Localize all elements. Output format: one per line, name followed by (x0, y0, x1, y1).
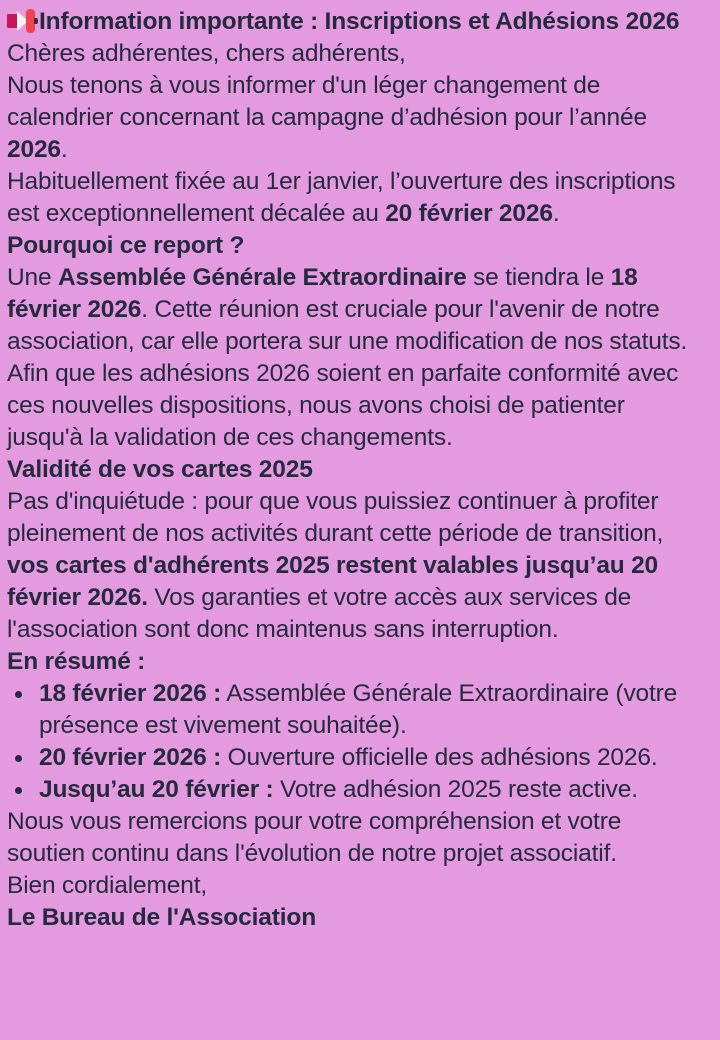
list-item (7, 742, 697, 774)
validity-text-1: Pas d'inquiétude : pour que vous puissiez continuer à profiter pleinement de nos activités durant cette période de transition, (7, 488, 664, 547)
why-text-2: se tiendra le (466, 264, 611, 291)
list-item-label: 18 février 2026 : (39, 680, 222, 707)
list-item (7, 774, 697, 806)
why-text-3: . Cette réunion est cruciale pour l'avenir de notre association, car elle portera sur une modification de nos statuts. Afin que les adhésions 2026 soient en parfaite conformité avec ces nouvelles dispositions, nous avons choisi de patienter jusqu'à la validation de ces changements. (7, 296, 688, 451)
intro-text-1: Nous tenons à vous informer d'un léger changement de calendrier concernant la campagne d’adhésion pour l’année (7, 72, 647, 131)
section-heading-summary: En résumé : (7, 648, 146, 675)
why-text-1: Une (7, 264, 58, 291)
salutation-line: Chères adhérentes, chers adhérents, (7, 40, 406, 67)
announcement-title-text: Information importante : Inscriptions et Adhésions 2026 (39, 8, 680, 35)
megaphone-icon (7, 9, 36, 33)
list-item-text: Votre adhésion 2025 reste active. (273, 776, 638, 803)
validity-bold-cards: vos cartes d'adhérents 2025 restent valables jusqu’au 20 février 2026. (7, 552, 659, 611)
schedule-text-2: . (552, 200, 560, 227)
schedule-bold-date: 20 février 2026 (385, 200, 553, 227)
list-item-label: 20 février 2026 : (39, 744, 222, 771)
bullet-dot-icon (15, 787, 22, 794)
signature-line: Le Bureau de l'Association (7, 904, 317, 931)
closing-thanks: Nous vous remercions pour votre compréhension et votre soutien continu dans l'évolution de notre projet associatif. (7, 808, 622, 867)
validity-text-2: Vos garanties et votre accès aux services de l'association sont donc maintenus sans interruption. (7, 584, 632, 643)
list-item-text: Ouverture officielle des adhésions 2026. (221, 744, 658, 771)
announcement-title (7, 6, 697, 38)
why-bold-date: 18 février 2026 (7, 264, 638, 323)
schedule-paragraph (7, 166, 697, 230)
closing-salutation: Bien cordialement, (7, 872, 208, 899)
section-heading-why: Pourquoi ce report ? (7, 232, 245, 259)
intro-paragraph (7, 70, 697, 166)
bullet-dot-icon (15, 691, 22, 698)
bullet-dot-icon (15, 755, 22, 762)
intro-text-2: . (60, 136, 68, 163)
section-body-validity (7, 486, 697, 646)
section-body-why (7, 262, 697, 454)
summary-list (7, 678, 697, 806)
why-bold-assembly: Assemblée Générale Extraordinaire (57, 264, 467, 291)
intro-bold-year: 2026 (7, 136, 61, 163)
section-heading-validity: Validité de vos cartes 2025 (7, 456, 313, 483)
list-item-label: Jusqu’au 20 février : (39, 776, 274, 803)
list-item (7, 678, 697, 742)
list-item-text: Assemblée Générale Extraordinaire (votre présence est vivement souhaitée). (39, 680, 678, 739)
schedule-text-1: Habituellement fixée au 1er janvier, l’ouverture des inscriptions est exceptionnellement décalée au (7, 168, 676, 227)
